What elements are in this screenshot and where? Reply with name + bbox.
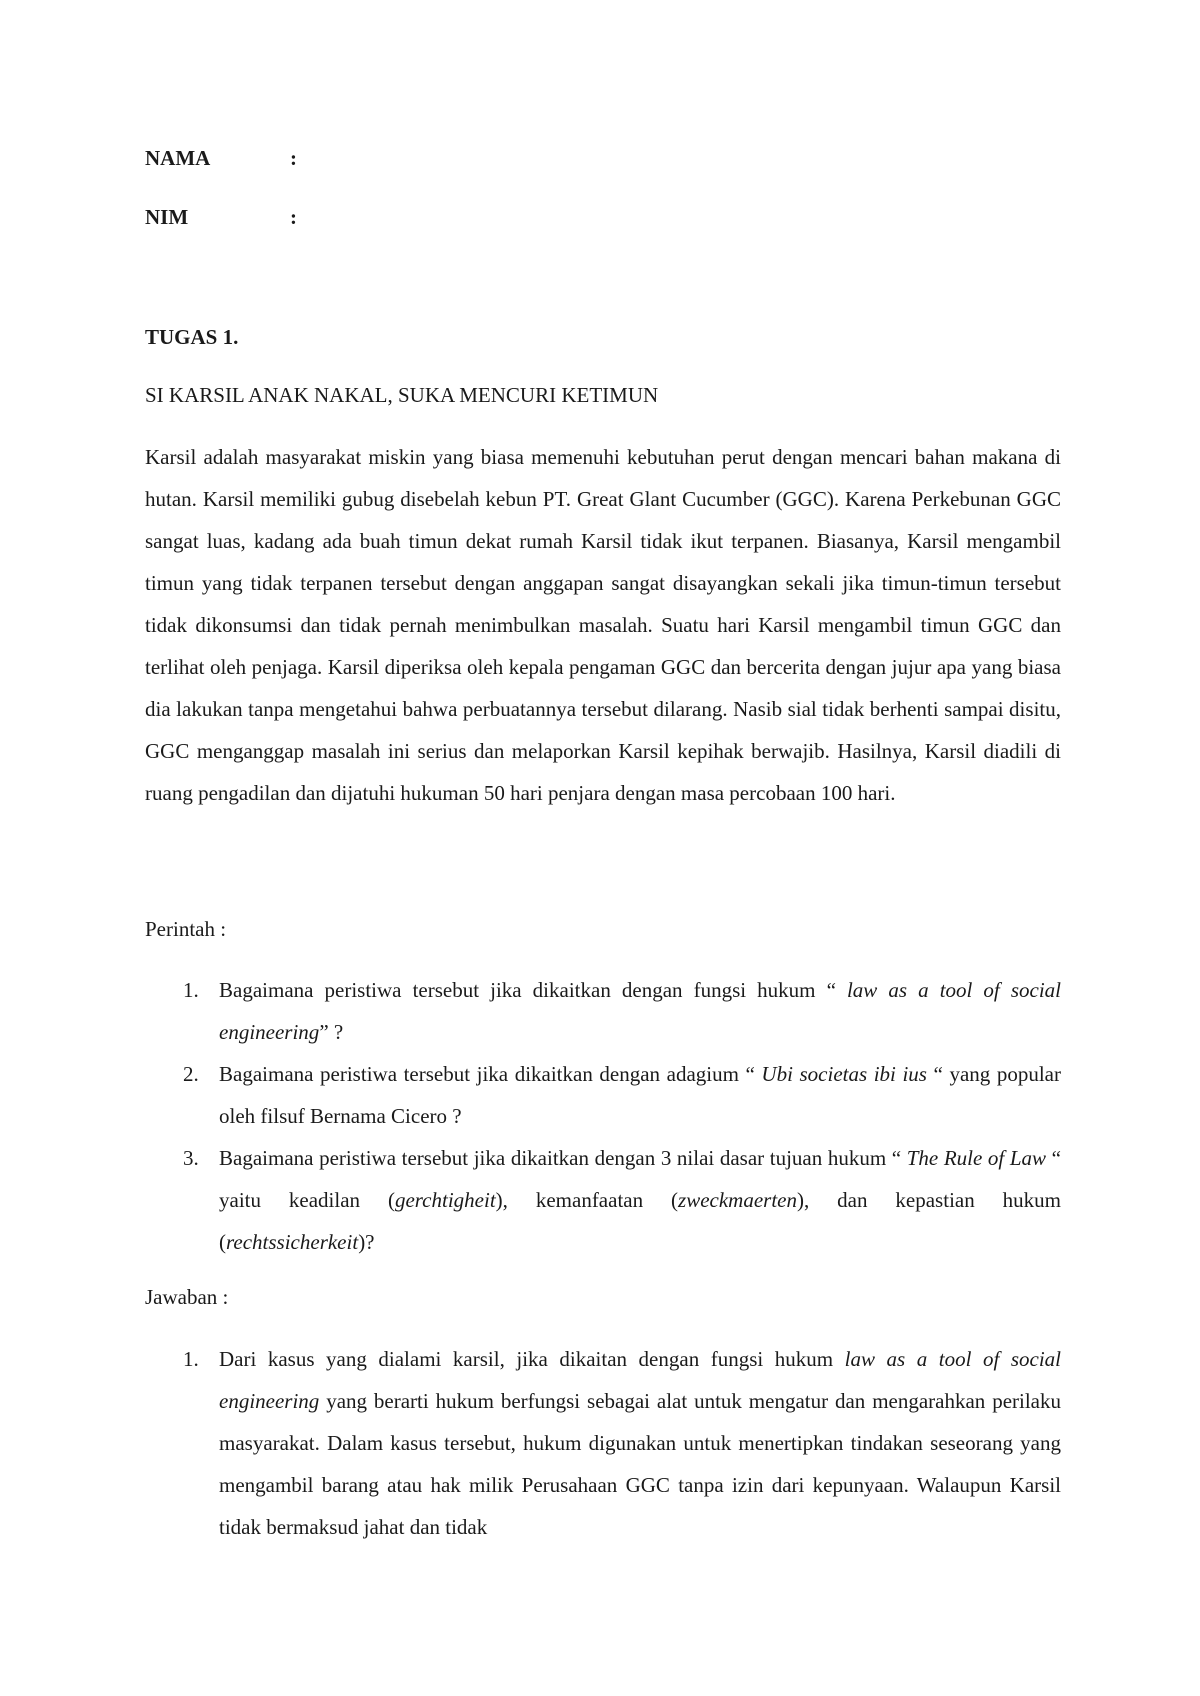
- item-text: Bagaimana peristiwa tersebut jika dikaitkan dengan adagium “: [219, 1062, 762, 1086]
- list-number: 3.: [183, 1146, 199, 1170]
- item-text: ” ?: [319, 1020, 344, 1044]
- item-italic-text: gerchtigheit: [394, 1188, 496, 1212]
- perintah-list: [145, 969, 1061, 1263]
- item-italic-text: zweckmaerten: [678, 1188, 797, 1212]
- jawaban-label: Jawaban :: [145, 1285, 229, 1309]
- item-italic-text: The Rule of Law: [906, 1146, 1047, 1170]
- jawaban-item-1: [145, 1338, 1061, 1548]
- list-number: 1.: [183, 1347, 199, 1371]
- item-italic-text: Ubi societas ibi ius: [761, 1062, 927, 1086]
- nama-colon: :: [290, 146, 297, 170]
- jawaban-list: [145, 1338, 1061, 1548]
- item-text: )?: [358, 1230, 375, 1254]
- perintah-item-1: [145, 969, 1061, 1053]
- item-text: “ yaitu keadilan (: [219, 1146, 1061, 1212]
- case-title: SI KARSIL ANAK NAKAL, SUKA MENCURI KETIMUN: [145, 383, 659, 407]
- item-italic-text: law as a tool of social engineering: [219, 978, 1061, 1044]
- nim-colon: :: [290, 205, 297, 229]
- list-number: 1.: [183, 978, 199, 1002]
- assignment-title: TUGAS 1.: [145, 325, 239, 349]
- item-italic-text: law as a tool of social engineering: [219, 1347, 1061, 1413]
- perintah-label: Perintah :: [145, 917, 227, 941]
- list-number: 2.: [183, 1062, 199, 1086]
- item-text: “ yang popular oleh filsuf Bernama Cicero ?: [219, 1062, 1061, 1128]
- item-text: yang berarti hukum berfungsi sebagai alat untuk mengatur dan mengarahkan perilaku masyarakat. Dalam kasus tersebut, hukum digunakan untuk menertipkan tindakan seseorang yang mengambil barang atau hak milik Perusahaan GGC tanpa izin dari kepunyaan. Walaupun Karsil tidak bermaksud jahat dan tidak: [219, 1389, 1061, 1539]
- item-text: Bagaimana peristiwa tersebut jika dikaitkan dengan fungsi hukum “: [219, 978, 847, 1002]
- nim-label: NIM: [145, 205, 189, 229]
- item-text: ), kemanfaatan (: [495, 1188, 679, 1212]
- item-italic-text: rechtssicherkeit: [226, 1230, 359, 1254]
- nama-field: [145, 146, 297, 171]
- perintah-item-2: [145, 1053, 1061, 1137]
- item-text: Bagaimana peristiwa tersebut jika dikaitkan dengan 3 nilai dasar tujuan hukum “: [219, 1146, 907, 1170]
- nim-field: [145, 205, 297, 230]
- perintah-item-3: [145, 1137, 1061, 1263]
- item-text: ), dan kepastian hukum (: [219, 1188, 1061, 1254]
- nama-label: NAMA: [145, 146, 211, 170]
- item-text: Dari kasus yang dialami karsil, jika dikaitan dengan fungsi hukum: [219, 1347, 845, 1371]
- case-story-paragraph: Karsil adalah masyarakat miskin yang biasa memenuhi kebutuhan perut dengan mencari bahan makana di hutan. Karsil memiliki gubug disebelah kebun PT. Great Glant Cucumber (GGC). Karena Perkebunan GGC sangat luas, kadang ada buah timun dekat rumah Karsil tidak ikut terpanen. Biasanya, Karsil mengambil timun yang tidak terpanen tersebut dengan anggapan sangat disayangkan sekali jika timun-timun tersebut tidak dikonsumsi dan tidak pernah menimbulkan masalah. Suatu hari Karsil mengambil timun GGC dan terlihat oleh penjaga. Karsil diperiksa oleh kepala pengaman GGC dan bercerita dengan jujur apa yang biasa dia lakukan tanpa mengetahui bahwa perbuatannya tersebut dilarang. Nasib sial tidak berhenti sampai disitu, GGC menganggap masalah ini serius dan melaporkan Karsil kepihak berwajib. Hasilnya, Karsil diadili di ruang pengadilan dan dijatuhi hukuman 50 hari penjara dengan masa percobaan 100 hari.: [145, 445, 1061, 805]
